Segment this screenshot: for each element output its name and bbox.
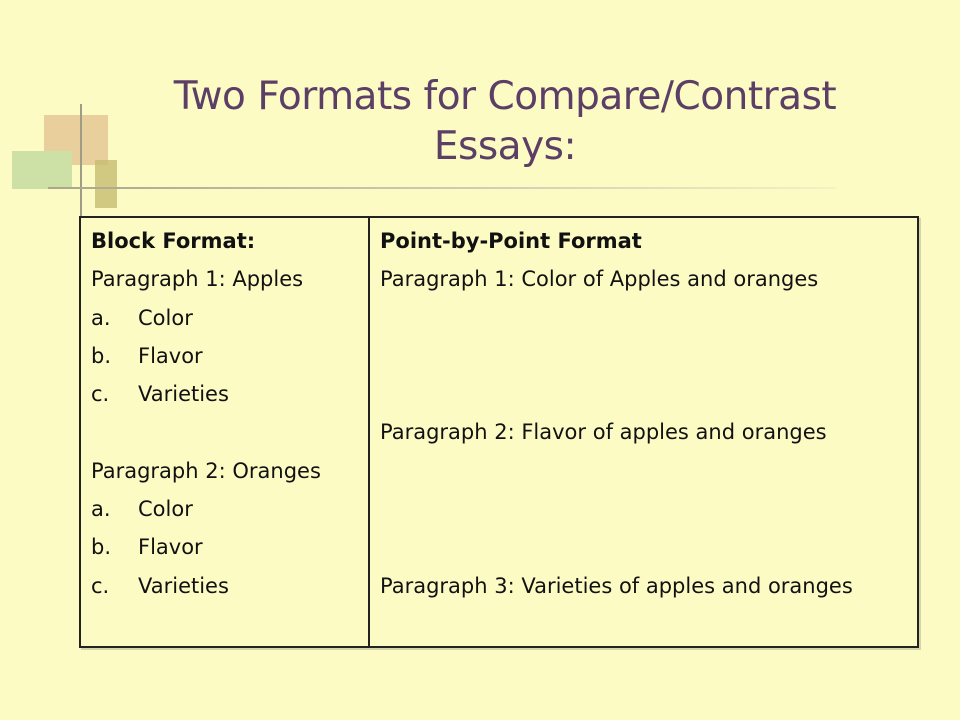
list-item-text: Varieties — [138, 382, 229, 407]
point-paragraph-3: Paragraph 3: Varieties of apples and oranges — [380, 573, 853, 598]
decorative-green-square — [12, 151, 72, 189]
decorative-vertical-line — [80, 104, 82, 216]
list-item-text: Color — [138, 497, 193, 522]
spacer — [380, 303, 907, 418]
list-item-text: Color — [138, 305, 193, 330]
spacer — [91, 417, 358, 455]
block-paragraph-2: Paragraph 2: Oranges — [91, 458, 321, 483]
list-item-label: a. — [91, 305, 111, 330]
list-item-label: c. — [91, 382, 110, 407]
spacer — [380, 456, 907, 571]
list-item-label: a. — [91, 497, 111, 522]
point-paragraph-1: Paragraph 1: Color of Apples and oranges — [380, 267, 819, 292]
list-item — [91, 571, 358, 609]
list-item — [91, 341, 358, 379]
list-item — [91, 303, 358, 341]
title-line-2: Essays: — [433, 124, 577, 169]
block-format-heading: Block Format: — [91, 229, 256, 253]
list-item — [91, 532, 358, 570]
slide-title — [150, 72, 860, 172]
list-item-text: Varieties — [138, 573, 229, 598]
list-item — [91, 494, 358, 532]
list-item — [91, 379, 358, 417]
point-format-heading: Point-by-Point Format — [380, 229, 642, 253]
decorative-olive-bar — [95, 160, 117, 208]
list-item-text: Flavor — [138, 343, 203, 368]
point-paragraph-2: Paragraph 2: Flavor of apples and oranges — [380, 420, 827, 445]
list-item-label: b. — [91, 535, 112, 560]
list-item-label: c. — [91, 573, 110, 598]
point-by-point-column — [370, 218, 917, 646]
list-item-label: b. — [91, 343, 112, 368]
block-format-column — [81, 218, 370, 646]
block-paragraph-1: Paragraph 1: Apples — [91, 267, 304, 292]
list-item-text: Flavor — [138, 535, 203, 560]
title-line-1: Two Formats for Compare/Contrast — [173, 74, 837, 119]
decorative-horizontal-line — [48, 187, 836, 189]
comparison-table — [79, 216, 919, 648]
